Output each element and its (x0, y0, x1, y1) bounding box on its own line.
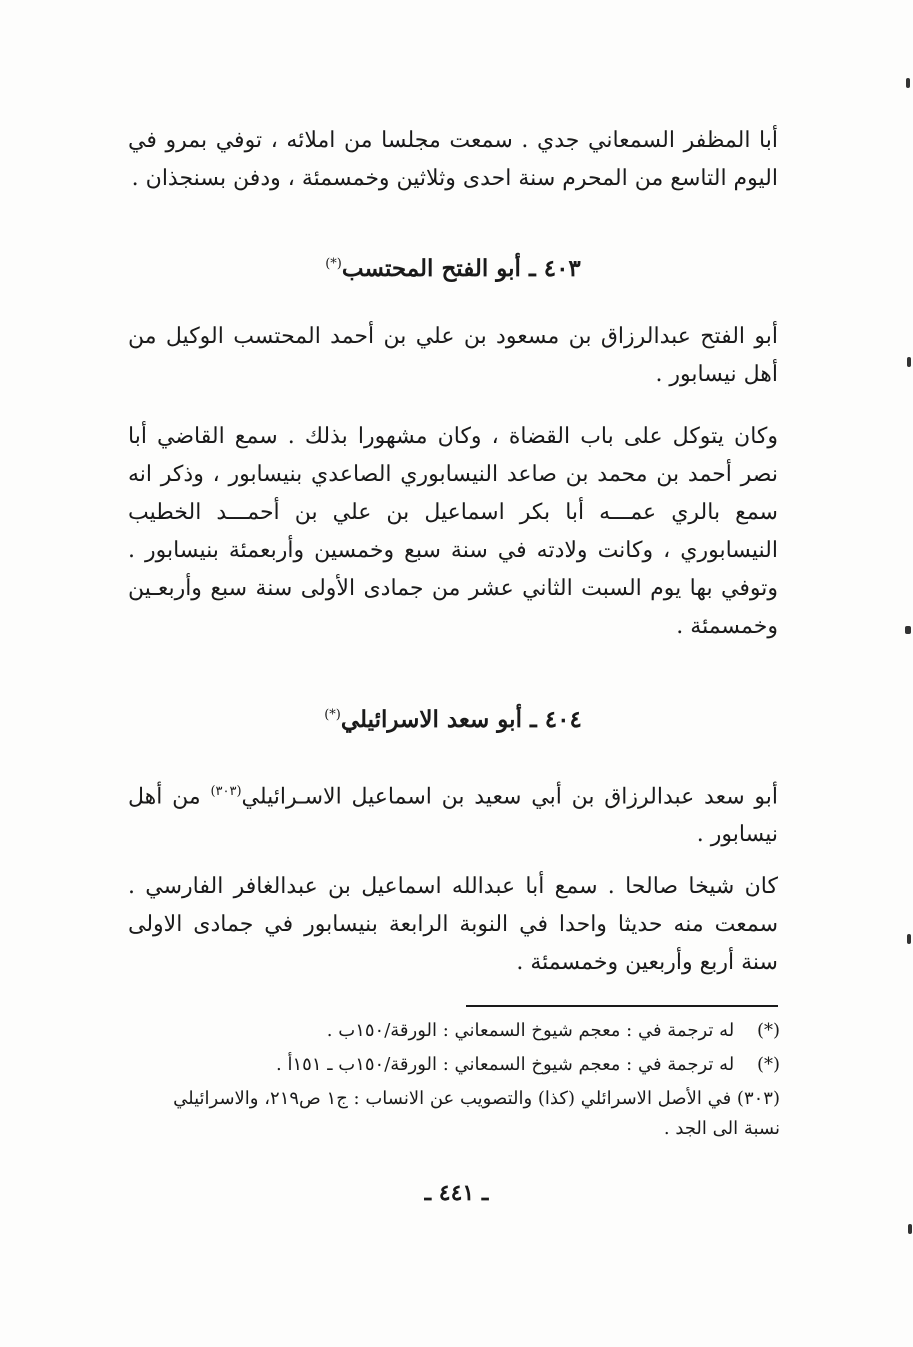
entry-403-footnote-mark: (*) (325, 256, 342, 272)
entry-404-para-1 (128, 773, 778, 854)
footnote-item (140, 1084, 780, 1144)
intro-paragraph (128, 122, 778, 198)
footnote-item (140, 1050, 780, 1080)
entry-404-footnote-mark: (*) (324, 707, 341, 723)
scan-speck (907, 357, 911, 367)
entry-404-heading (128, 706, 778, 733)
footnote-mark: (٣٠٣) (736, 1088, 780, 1109)
page-number: ـ ٤٤١ ـ (424, 1180, 489, 1206)
intro-text: أبا المظفر السمعاني جدي . سمعت مجلسا من املائه ، توفي بمرو في اليوم التاسع من المحرم سنة احدى وثلاثين وخمسمئة ، ودفن بسنجذان . (128, 128, 778, 191)
entry-404-para-1-footnote-mark: (٣٠٣) (210, 784, 242, 799)
entry-403-heading (128, 255, 778, 282)
footnote-text: له ترجمة في : معجم شيوخ السمعاني : الورقة/١٥٠ب ـ ١٥١أ . (276, 1054, 735, 1075)
scan-speck (907, 934, 911, 944)
scan-speck (908, 1224, 912, 1234)
entry-403-title: ٤٠٣ ـ أبو الفتح المحتسب (341, 255, 581, 282)
entry-403-para-1-text: أبو الفتح عبدالرزاق بن مسعود بن علي بن أحمد المحتسب الوكيل من أهل نيسابور . (128, 324, 778, 387)
footnote-mark: (*) (756, 1054, 780, 1075)
entry-404-para-2 (128, 868, 778, 982)
entry-403-para-2-text: وكان يتوكل على باب القضاة ، وكان مشهورا بذلك . سمع القاضي أبا نصر أحمد بن محمد بن صاعد النيسابوري الصاعدي بنيسابور ، وذكر انه سمع بالري عمـــه أبا بكر اسماعيل بن علي بن أحمـــد الخطيب النيسابوري ، وكانت ولادته في سنة سبع وخمسين وأربعمئة بنيسابور . وتوفي بها يوم السبت الثاني عشر من جمادى الأولى سنة سبع وأربعـين وخمسمئة . (128, 424, 778, 639)
entry-404-title: ٤٠٤ ـ أبو سعد الاسرائيلي (340, 706, 582, 733)
scan-speck (906, 78, 910, 88)
entry-404-para-1-text-b: من أهل نيسابور . (128, 784, 778, 848)
footnotes (140, 1016, 780, 1148)
entry-403-para-2 (128, 418, 778, 646)
footnote-text: له ترجمة في : معجم شيوخ السمعاني : الورقة/١٥٠ب . (326, 1020, 735, 1041)
footnote-text: في الأصل الاسرائلي (كذا) والتصويب عن الانساب : ج١ ص٢١٩، والاسرائيلي نسبة الى الجد . (173, 1088, 780, 1139)
entry-404-para-1-text-a: أبو سعد عبدالرزاق بن أبي سعيد بن اسماعيل الاسـرائيلي (241, 784, 778, 810)
entry-403-para-1 (128, 318, 778, 394)
footnote-item (140, 1016, 780, 1046)
footnote-mark: (*) (756, 1020, 780, 1041)
footnote-divider (466, 1005, 778, 1007)
entry-404-para-2-text: كان شيخا صالحا . سمع أبا عبدالله اسماعيل بن عبدالغافر الفارسي . سمعت منه حديثا واحدا في النوبة الرابعة بنيسابور في جمادى الاولى سنة أربع وأربعين وخمسمئة . (128, 874, 778, 975)
scan-speck (905, 626, 911, 634)
